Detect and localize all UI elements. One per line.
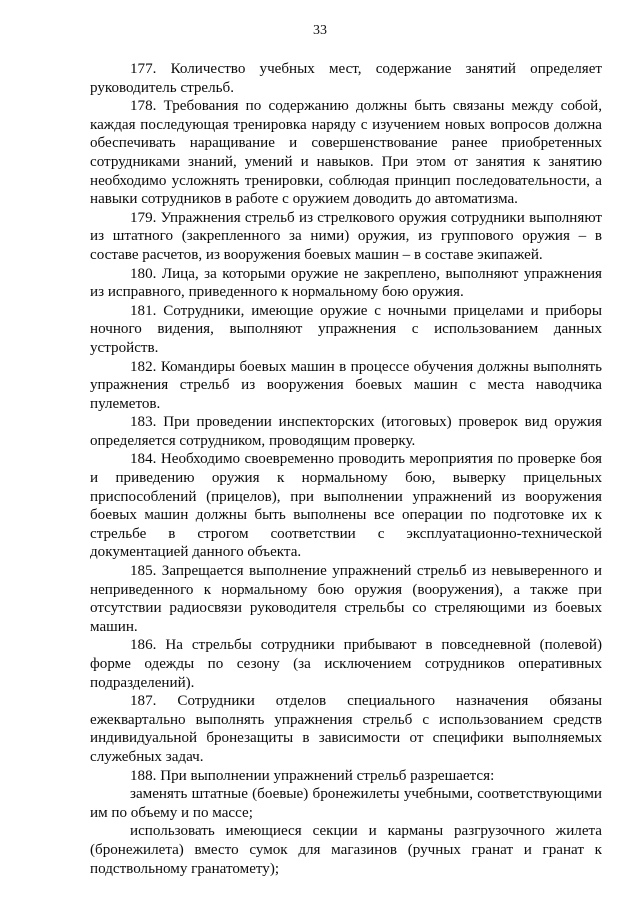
paragraph-186: 186. На стрельбы сотрудники прибывают в повседневной (полевой) форме одежды по сезону (за исключением сотрудников оперативных подразделений).	[90, 637, 602, 691]
paragraph-185: 185. Запрещается выполнение упражнений стрельб из невыверенного и неприведенного к нормальному бою оружия (вооружения), а также при отсутствии радиосвязи руководителя стрельбы со стреляющими из боевых машин.	[90, 563, 602, 635]
paragraph-179: 179. Упражнения стрельб из стрелкового оружия сотрудники выполняют из штатного (закрепленного за ними) оружия, из группового оружия – в составе расчетов, из вооружения боевых машин – в составе экипажей.	[90, 209, 602, 263]
paragraph-182: 182. Командиры боевых машин в процессе обучения должны выполнять упражнения стрельб из вооружения боевых машин с места наводчика пулеметов.	[90, 358, 602, 412]
paragraph-188-item-1: заменять штатные (боевые) бронежилеты учебными, соответствующими им по объему и по массе;	[90, 786, 602, 821]
paragraph-183: 183. При проведении инспекторских (итоговых) проверок вид оружия определяется сотрудником, проводящим проверку.	[90, 414, 602, 449]
paragraph-187: 187. Сотрудники отделов специального назначения обязаны ежеквартально выполнять упражнения стрельб с использованием средств индивидуальной бронезащиты в зависимости от специфики выполняемых служебных задач.	[90, 693, 602, 765]
document-body	[90, 60, 602, 878]
page-number: 33	[313, 23, 327, 38]
paragraph-177: 177. Количество учебных мест, содержание занятий определяет руководитель стрельб.	[90, 61, 602, 96]
paragraph-180: 180. Лица, за которыми оружие не закреплено, выполняют упражнения из исправного, приведенного к нормальному бою оружия.	[90, 265, 602, 301]
paragraph-188: 188. При выполнении упражнений стрельб разрешается:	[130, 767, 495, 784]
paragraph-188-item-2: использовать имеющиеся секции и карманы разгрузочного жилета (бронежилета) вместо сумок для магазинов (ручных гранат и гранат к подствольному гранатомету);	[90, 823, 602, 877]
paragraph-178: 178. Требования по содержанию должны быть связаны между собой, каждая последующая тренировка наряду с изучением новых вопросов должна обеспечивать наращивание и совершенствование ранее приобретенных сотрудниками знаний, умений и навыков. При этом от занятия к занятию необходимо усложнять тренировки, соблюдая принцип последовательности, а навыки сотрудников в работе с оружием доводить до автоматизма.	[90, 98, 602, 208]
paragraph-181: 181. Сотрудники, имеющие оружие с ночными прицелами и приборы ночного видения, выполняют упражнения с использованием данных устройств.	[90, 302, 602, 356]
paragraph-184: 184. Необходимо своевременно проводить мероприятия по проверке боя и приведению оружия к нормальному бою, выверку прицельных приспособлений (прицелов), при выполнении упражнений из вооружения боевых машин должны быть выполнены все операции по подготовке их к стрельбе в строгом соответствии с эксплуатационно-технической документацией данного объекта.	[90, 451, 602, 561]
